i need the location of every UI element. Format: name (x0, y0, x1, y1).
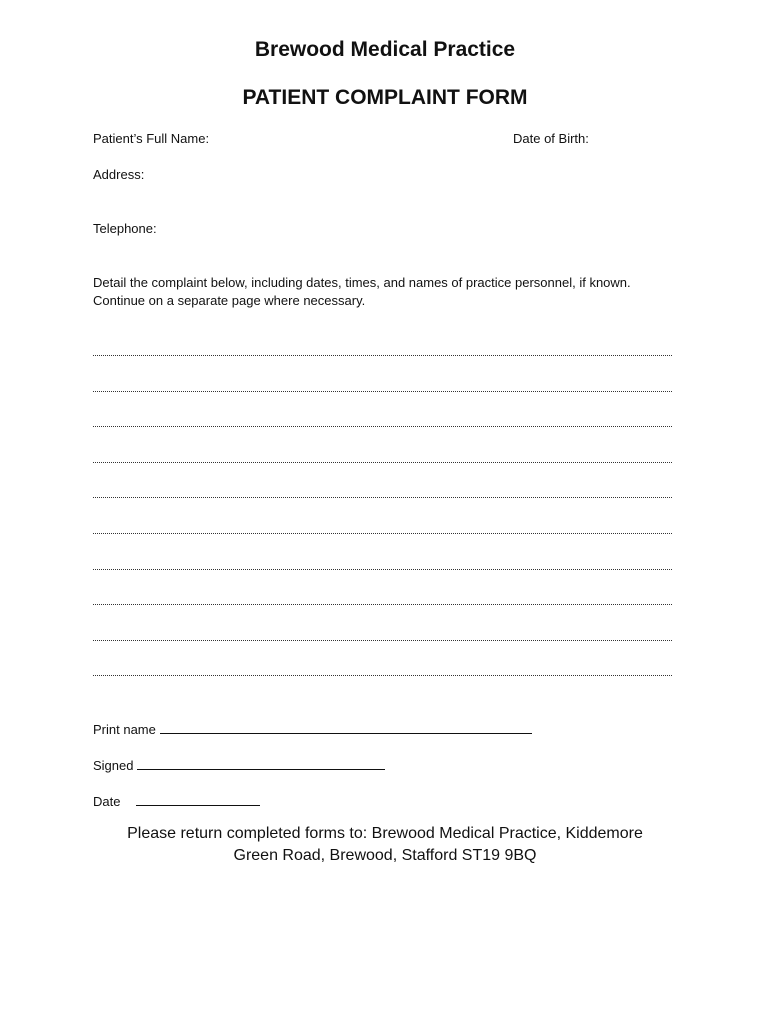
date-line[interactable] (136, 791, 260, 806)
form-title: PATIENT COMPLAINT FORM (242, 86, 528, 109)
date-of-birth-label: Date of Birth: (513, 131, 589, 146)
print-name-row (93, 719, 532, 737)
return-address-text: Please return completed forms to: Brewood Medical Practice, Kiddemore Green Road, Brewood, Stafford ST19 9BQ (127, 825, 643, 864)
complaint-dotted-line[interactable] (93, 426, 672, 427)
date-label: Date (93, 794, 121, 809)
address-label: Address: (93, 167, 145, 182)
complaint-dotted-line[interactable] (93, 569, 672, 570)
date-row (93, 791, 260, 809)
signed-line[interactable] (137, 755, 385, 770)
practice-name: Brewood Medical Practice (254, 38, 516, 61)
complaint-dotted-line[interactable] (93, 355, 672, 356)
print-name-label: Print name (93, 722, 156, 737)
print-name-line[interactable] (160, 719, 532, 734)
complaint-dotted-line[interactable] (93, 497, 672, 498)
complaint-dotted-line[interactable] (93, 391, 672, 392)
complaint-dotted-line[interactable] (93, 640, 672, 641)
signed-row (93, 755, 385, 773)
full-name-label: Patient’s Full Name: (93, 131, 210, 146)
return-address (0, 823, 770, 867)
complaint-dotted-line[interactable] (93, 462, 672, 463)
instructions-line-2: Continue on a separate page where necessary. (93, 293, 366, 308)
complaint-dotted-line[interactable] (93, 675, 672, 676)
complaint-dotted-line[interactable] (93, 533, 672, 534)
complaint-dotted-line[interactable] (93, 604, 672, 605)
signed-label: Signed (93, 758, 134, 773)
instructions-line-1: Detail the complaint below, including dates, times, and names of practice personnel, if known. (93, 275, 631, 290)
telephone-label: Telephone: (93, 221, 157, 236)
instructions (93, 274, 653, 310)
